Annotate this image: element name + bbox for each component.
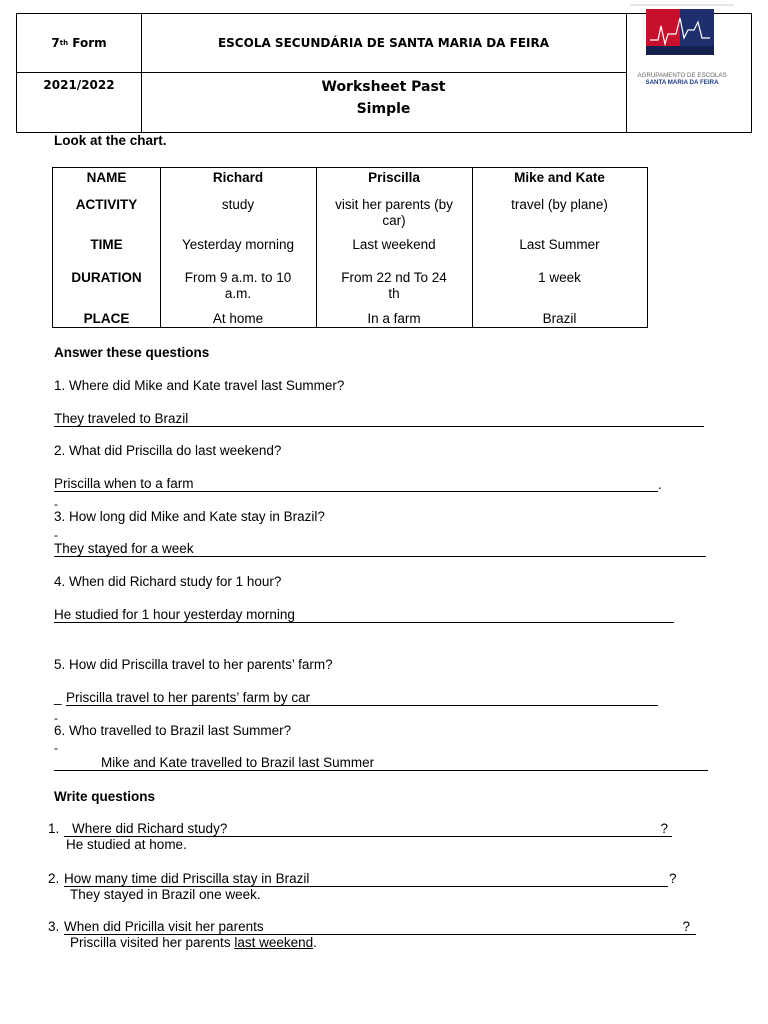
form-label: 7 th Form	[51, 36, 107, 50]
dash-mark: -	[54, 497, 58, 511]
question-mark: ?	[669, 871, 677, 886]
table-header-cell: NAME	[86, 170, 127, 185]
table-cell: In a farm	[367, 311, 421, 326]
question-line: Where did Richard study? ?	[64, 821, 672, 837]
activity-table	[52, 167, 648, 328]
intro-text: Look at the chart.	[54, 133, 167, 148]
answer-text: He studied at home.	[66, 837, 187, 852]
question-text: 6. Who travelled to Brazil last Summer?	[54, 723, 292, 738]
table-cell: At home	[212, 311, 264, 326]
table-row-label: TIME	[90, 237, 123, 252]
table-cell: 1 week	[538, 270, 581, 285]
table-cell: Last Summer	[519, 237, 600, 252]
header-divider	[626, 14, 627, 132]
dash-mark: -	[54, 528, 58, 542]
dash-mark: -	[54, 711, 58, 725]
table-cell: From 9 a.m. to 10 a.m.	[184, 270, 292, 301]
question-text: 5. How did Priscilla travel to her parents’ farm?	[54, 657, 333, 672]
table-header-cell: Richard	[212, 170, 264, 185]
table-header-cell: Priscilla	[368, 170, 420, 185]
table-cell: travel (by plane)	[511, 197, 608, 212]
question-text: 4. When did Richard study for 1 hour?	[54, 574, 282, 589]
table-cell: Yesterday morning	[181, 237, 295, 252]
answer-line: Priscilla when to a farm	[54, 476, 658, 492]
worksheet-title: Worksheet Past Simple	[321, 79, 446, 117]
dash-mark: -	[54, 741, 58, 755]
school-name: ESCOLA SECUNDÁRIA DE SANTA MARIA DA FEIRA	[217, 36, 550, 50]
question-text: 1. Where did Mike and Kate travel last Summer?	[54, 378, 345, 393]
answer-text: Priscilla visited her parents last weekend.	[70, 935, 317, 950]
item-number: 2.	[48, 871, 60, 886]
table-row-label: ACTIVITY	[75, 197, 138, 212]
table-row-label: DURATION	[71, 270, 142, 285]
table-cell: From 22 nd To 24 th	[341, 270, 447, 301]
question-line: When did Pricilla visit her parents ?	[64, 919, 696, 935]
table-header-cell: Mike and Kate	[514, 170, 605, 185]
section-title: Answer these questions	[54, 345, 210, 360]
school-year: 2021/2022	[43, 78, 115, 92]
question-text: 3. How long did Mike and Kate stay in Brazil?	[54, 509, 325, 524]
section-title: Write questions	[54, 789, 156, 804]
answer-line: Mike and Kate travelled to Brazil last Summer	[54, 755, 708, 771]
answer-end-mark: .	[658, 477, 662, 492]
answer-line: Priscilla travel to her parents’ farm by car	[66, 690, 658, 706]
table-cell: study	[221, 197, 255, 212]
answer-line: They stayed for a week	[54, 541, 706, 557]
logo-caption: AGRUPAMENTO DE ESCOLAS SANTA MARIA DA FEIRA	[637, 72, 727, 86]
answer-text: They stayed in Brazil one week.	[70, 887, 261, 902]
question-text: 2. What did Priscilla do last weekend?	[54, 443, 282, 458]
table-cell: Last weekend	[352, 237, 436, 252]
table-cell: visit her parents (by car)	[335, 197, 453, 228]
table-row-label: PLACE	[83, 311, 130, 326]
answer-line: He studied for 1 hour yesterday morning	[54, 607, 674, 623]
underscore-mark: _	[54, 690, 62, 705]
item-number: 1.	[48, 821, 60, 836]
item-number: 3.	[48, 919, 60, 934]
answer-line: They traveled to Brazil	[54, 411, 704, 427]
table-cell: Brazil	[542, 311, 577, 326]
question-line: How many time did Priscilla stay in Brazil	[64, 871, 668, 887]
